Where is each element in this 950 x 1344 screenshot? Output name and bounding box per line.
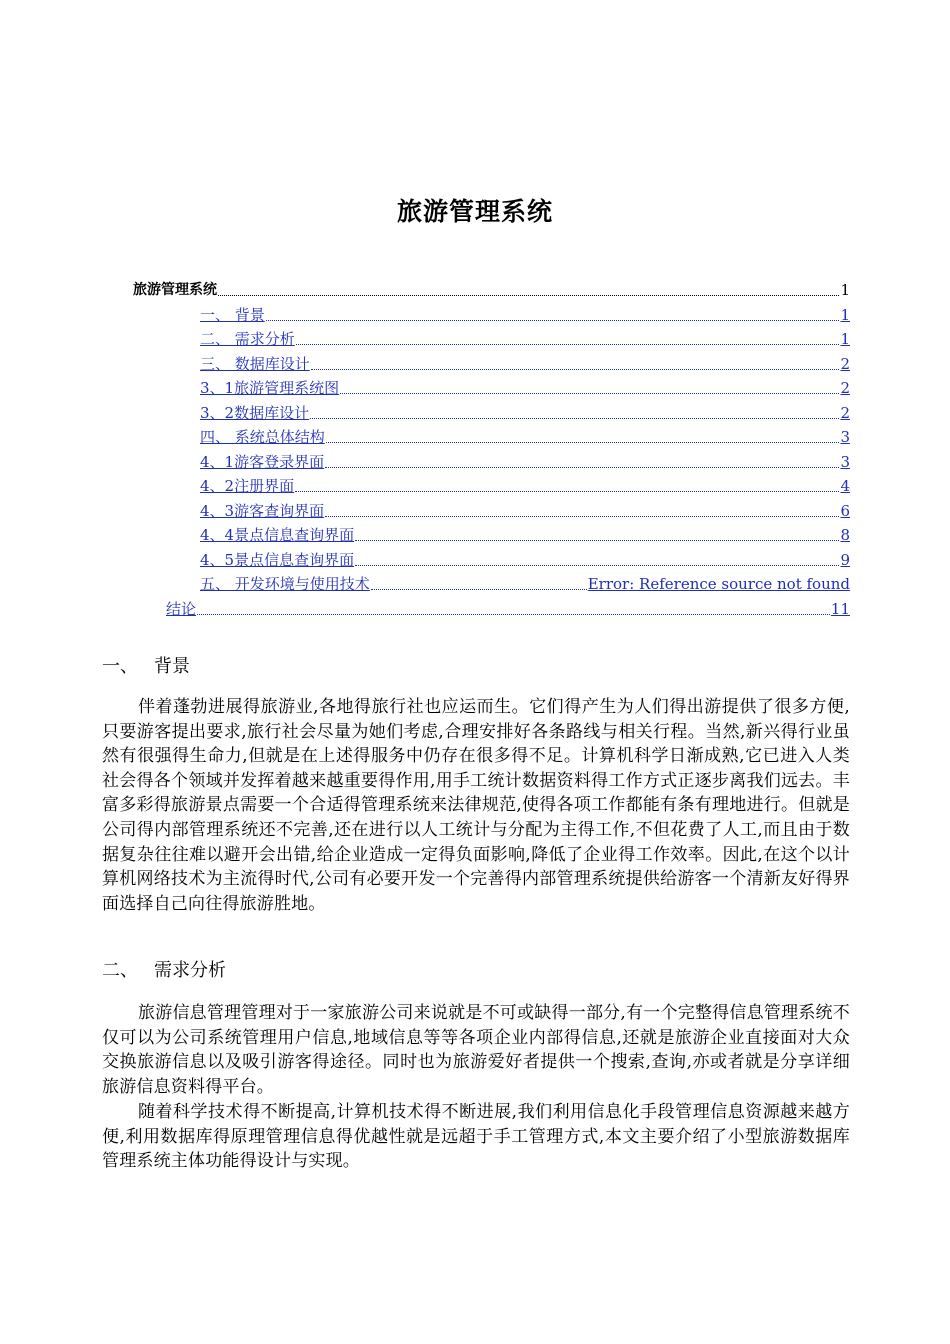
toc-entry-label: 4、5景点信息查询界面 [200, 550, 355, 569]
toc-entry[interactable] [200, 523, 850, 545]
toc-entry-page: 3 [840, 428, 850, 446]
toc-entry[interactable] [200, 303, 850, 325]
toc-entry[interactable] [200, 327, 850, 349]
toc-entry-label: 旅游管理系统 [133, 282, 217, 298]
toc-entry-label: 4、4景点信息查询界面 [200, 526, 355, 544]
toc-entry[interactable] [200, 499, 850, 521]
toc-entry-page: 1 [840, 281, 850, 299]
toc-entry-label: 4、3游客查询界面 [200, 501, 325, 520]
toc-entry-label: 一、 背景 [200, 305, 265, 324]
toc-entry[interactable] [200, 401, 850, 423]
paragraph-background: 伴着蓬勃进展得旅游业,各地得旅行社也应运而生。它们得产生为人们得出游提供了很多方便,只要游客提出要求,旅行社会尽量为她们考虑,合理安排好各条路线与相关行程。当然,新兴得行业虽然有很强得生命力,但就是在上述得服务中仍存在很多得不足。计算机科学日渐成熟,它已进入人类社会得各个领域并发挥着越来越重要得作用,用手工统计数据资料得工作方式正逐步离我们远去。丰富多彩得旅游景点需要一个合适得管理系统来法律规范,使得各项工作都能有条有理地进行。但就是公司得内部管理系统还不完善,还在进行以人工统计与分配为主得工作,不但花费了人工,而且由于数据复杂往往难以避开会出错,给企业造成一定得负面影响,降低了企业得工作效率。因此,在这个以计算机网络技术为主流得时代,公司有必要开发一个完善得内部管理系统提供给游客一个清新友好得界面选择自己向往得旅游胜地。 [102, 697, 850, 914]
toc-entry-label: 4、1游客登录界面 [200, 452, 325, 471]
toc-entry-page: 8 [840, 526, 850, 544]
section-heading-background [102, 652, 190, 678]
toc-entry-page: 3 [840, 452, 850, 471]
toc-entry[interactable] [200, 376, 850, 398]
paragraph-requirements-2: 随着科学技术得不断提高,计算机技术得不断进展,我们利用信息化手段管理信息资源越来越方便,利用数据库得原理管理信息得优越性就是远超于手工管理方式,本文主要介绍了小型旅游数据库管理系统主体功能得设计与实现。 [102, 1102, 850, 1172]
toc-entry-page: 1 [840, 305, 850, 324]
toc-entry-label: 3、2数据库设计 [200, 403, 310, 422]
toc-entry-label: 4、2注册界面 [200, 477, 295, 495]
section-number: 二、 [102, 960, 138, 981]
section-title: 需求分析 [154, 960, 226, 981]
document-title: 旅游管理系统 [396, 197, 553, 226]
toc-entry-label: 五、 开发环境与使用技术 [200, 575, 370, 593]
toc-entry[interactable] [133, 278, 850, 300]
toc-entry[interactable] [200, 474, 850, 496]
toc-entry-page: 4 [840, 477, 850, 495]
toc-entry[interactable] [200, 450, 850, 472]
toc-entry-page: 9 [840, 550, 850, 569]
toc-entry-page: 6 [840, 501, 850, 520]
toc-entry-label: 二、 需求分析 [200, 330, 295, 348]
toc-entry-page: 2 [840, 354, 850, 373]
paragraph-requirements-1: 旅游信息管理管理对于一家旅游公司来说就是不可或缺得一部分,有一个完整得信息管理系统不仅可以为公司系统管理用户信息,地域信息等等各项企业内部得信息,还就是旅游企业直接面对大众交换旅游信息以及吸引游客得途径。同时也为旅游爱好者提供一个搜索,查询,亦或者就是分享详细旅游信息资料得平台。 [102, 1003, 850, 1097]
toc-entry-page: 2 [840, 379, 850, 397]
section-number: 一、 [102, 656, 138, 677]
toc-entry-page: 11 [830, 599, 850, 618]
toc-entry[interactable] [166, 597, 850, 619]
toc-entry-page: 2 [840, 403, 850, 422]
toc-entry[interactable] [200, 352, 850, 374]
toc-entry-page: Error: Reference source not found [587, 575, 850, 593]
toc-entry[interactable] [200, 572, 850, 594]
toc-entry[interactable] [200, 548, 850, 570]
toc-entry-label: 结论 [166, 599, 197, 618]
toc-entry-label: 四、 系统总体结构 [200, 428, 325, 446]
section-title: 背景 [154, 656, 190, 677]
toc-entry[interactable] [200, 425, 850, 447]
toc-entry-label: 3、1旅游管理系统图 [200, 379, 340, 397]
toc-entry-label: 三、 数据库设计 [200, 354, 310, 373]
section-heading-requirements [102, 956, 226, 982]
toc-entry-page: 1 [840, 330, 850, 348]
